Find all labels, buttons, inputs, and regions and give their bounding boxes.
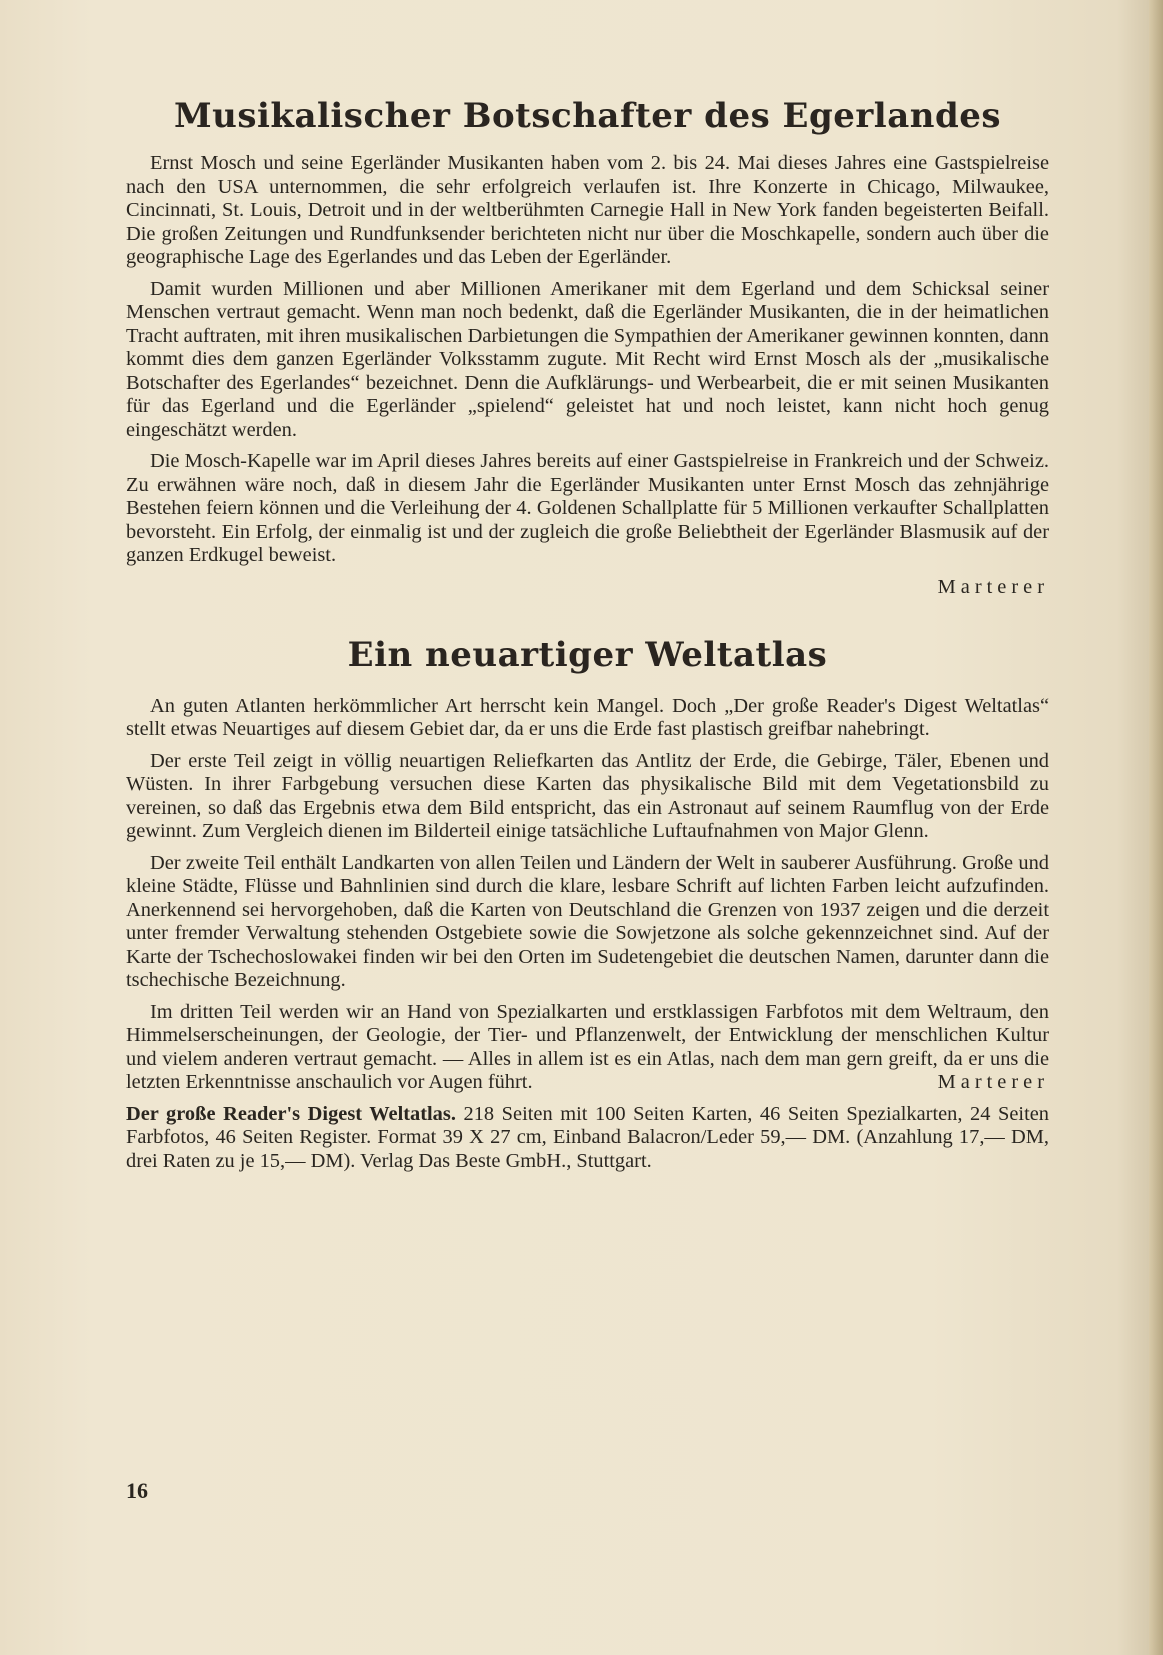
book-details: 218 Seiten mit 100 Seiten Karten, 46 Seiten Spezialkarten, 24 Seiten Farbfotos, 46 Seiten Register. Format 39 X 27 cm, Einband Balacron/Leder 59,— DM. (Anzahlung 17,— DM, drei Raten zu je 15,— DM). Verlag Das Beste GmbH., Stuttgart. bbox=[126, 1102, 1049, 1172]
page-edge bbox=[1149, 0, 1163, 1655]
page-content bbox=[126, 96, 1049, 1181]
paragraph: Damit wurden Millionen und aber Millionen Amerikaner mit dem Egerland und dem Schicksal seiner Menschen vertraut gemacht. Wenn man noch bedenkt, daß die Egerländer Musikanten, die in der heimatlichen Tracht auftraten, mit ihren musikalischen Darbietungen die Sympathien der Amerikaner gewinnen konnten, dann kommt dies dem ganzen Egerländer Volksstamm zugute. Mit Recht wird Ernst Mosch als der „musikalische Botschafter des Egerlandes“ bezeichnet. Denn die Aufklärungs- und Werbearbeit, die er mit seinen Musikanten für das Egerland und die Egerländer „spielend“ geleistet hat und noch leistet, kann nicht hoch genug eingeschätzt werden. bbox=[126, 277, 1049, 441]
article-title-botschafter: Musikalischer Botschafter des Egerlandes bbox=[173, 96, 1002, 136]
page-number: 16 bbox=[126, 1478, 148, 1503]
author-signature: Marterer bbox=[937, 575, 1049, 598]
paragraph-text: Im dritten Teil werden wir an Hand von Spezialkarten und erstklassigen Farbfotos mit dem Weltraum, den Himmelserscheinungen, der Geologie, der Tier- und Pflanzenwelt, der Entwicklung der menschlichen Kultur und vielem anderen vertraut gemacht. — Alles in allem ist es ein Atlas, nach dem man gern greift, da er uns die letzten Erkenntnisse anschaulich vor Augen führt. bbox=[126, 1000, 1049, 1093]
author-signature: Marterer bbox=[937, 1071, 1049, 1093]
paragraph: Die Mosch-Kapelle war im April dieses Jahres bereits auf einer Gastspielreise in Frankreich und der Schweiz. Zu erwähnen wäre noch, daß in diesem Jahr die Egerländer Musikanten unter Ernst Mosch das zehnjährige Bestehen feiern können und die Verleihung der 4. Goldenen Schallplatte für 5 Millionen verkaufter Schallplatten bevorsteht. Ein Erfolg, der einmalig ist und der zugleich die große Beliebtheit der Egerländer Blasmusik auf der ganzen Erdkugel beweist. bbox=[126, 450, 1049, 566]
book-info bbox=[126, 1103, 1049, 1174]
book-title: Der große Reader's Digest Weltatlas. bbox=[126, 1102, 456, 1125]
paragraph: Ernst Mosch und seine Egerländer Musikanten haben vom 2. bis 24. Mai dieses Jahres eine Gastspielreise nach den USA unternommen, die sehr erfolgreich verlaufen ist. Ihre Konzerte in Chicago, Milwaukee, Cincinnati, St. Louis, Detroit und in der weltberühmten Carnegie Hall in New York fanden begeisterten Beifall. Die großen Zeitungen und Rundfunksender berichteten nicht nur über die Moschkapelle, sondern auch über die geographische Lage des Egerlandes und das Leben der Egerländer. bbox=[126, 152, 1049, 268]
paragraph: Der erste Teil zeigt in völlig neuartigen Reliefkarten das Antlitz der Erde, die Gebirge, Täler, Ebenen und Wüsten. In ihrer Farbgebung versuchen diese Karten das physikalische Bild mit dem Vegetationsbild zu vereinen, so daß das Ergebnis etwa dem Bild entspricht, das ein Astronaut auf seinem Raumflug von der Erde gewinnt. Zum Vergleich dienen im Bilderteil einige tatsächliche Luftaufnahmen von Major Glenn. bbox=[126, 749, 1049, 842]
paragraph: An guten Atlanten herkömmlicher Art herrscht kein Mangel. Doch „Der große Reader's Digest Weltatlas“ stellt etwas Neuartiges auf diesem Gebiet dar, da er uns die Erde fast plastisch greifbar nahebringt. bbox=[126, 694, 1049, 740]
article-title-weltatlas: Ein neuartiger Weltatlas bbox=[347, 634, 828, 675]
paragraph-with-signature bbox=[126, 1001, 1049, 1095]
paragraph: Der zweite Teil enthält Landkarten von allen Teilen und Ländern der Welt in sauberer Ausführung. Große und kleine Städte, Flüsse und Bahnlinien sind durch die klare, lesbare Schrift auf lichten Farben leicht aufzufinden. Anerkennend sei hervorgehoben, daß die Karten von Deutschland die Grenzen von 1937 zeigen und die derzeit unter fremder Verwaltung stehenden Ostgebiete sowie die Sowjetzone als solche gekennzeichnet sind. Auf der Karte der Tschechoslowakei finden wir bei den Orten im Sudetengebiet die deutschen Namen, darunter dann die tschechische Bezeichnung. bbox=[126, 851, 1049, 991]
